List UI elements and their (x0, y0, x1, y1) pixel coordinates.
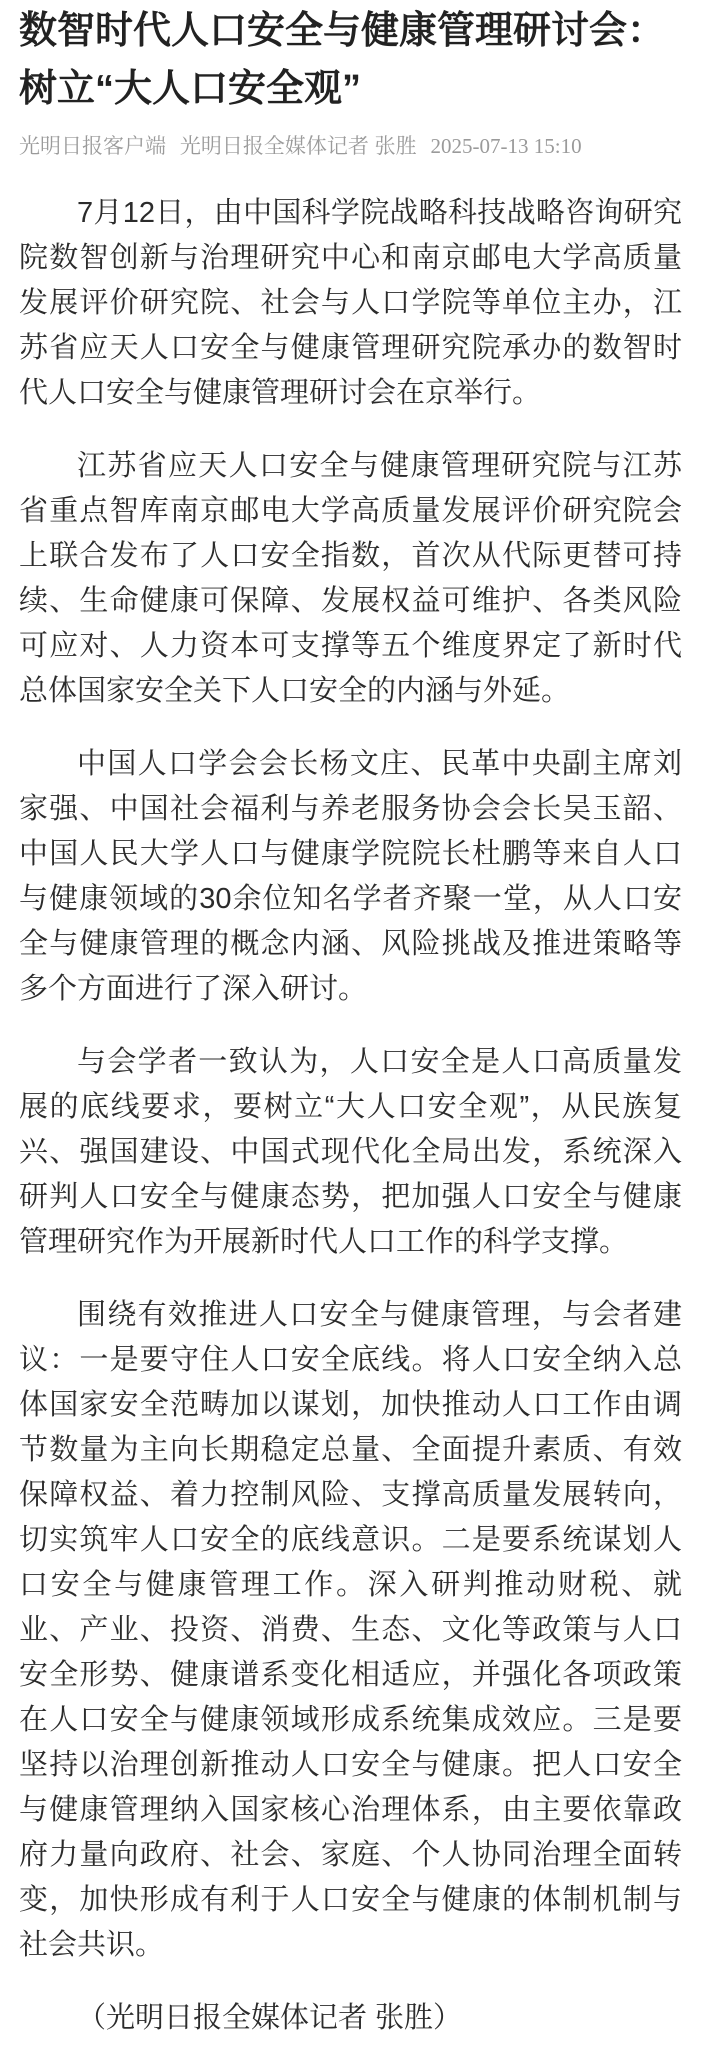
article-paragraph: 与会学者一致认为，人口安全是人口高质量发展的底线要求，要树立“大人口安全观”，从民族复兴、强国建设、中国式现代化全局出发，系统深入研判人口安全与健康态势，把加强人口安全与健康管理研究作为开展新时代人口工作的科学支撑。 (19, 1046, 682, 1258)
article-paragraph: 围绕有效推进人口安全与健康管理，与会者建议：一是要守住人口安全底线。将人口安全纳入总体国家安全范畴加以谋划，加快推动人口工作由调节数量为主向长期稳定总量、全面提升素质、有效保障权益、着力控制风险、支撑高质量发展转向，切实筑牢人口安全的底线意识。二是要系统谋划人口安全与健康管理工作。深入研判推动财税、就业、产业、投资、消费、生态、文化等政策与人口安全形势、健康谱系变化相适应，并强化各项政策在人口安全与健康领域形成系统集成效应。三是要坚持以治理创新推动人口安全与健康。把人口安全与健康管理纳入国家核心治理体系，由主要依靠政府力量向政府、社会、家庭、个人协同治理全面转变，加快形成有利于人口安全与健康的体制机制与社会共识。 (19, 1299, 682, 1961)
article-title: 数智时代人口安全与健康管理研讨会：树立“大人口安全观” (19, 10, 666, 110)
article-meta (19, 132, 682, 161)
article-paragraph: 7月12日，由中国科学院战略科技战略咨询研究院数智创新与治理研究中心和南京邮电大学高质量发展评价研究院、社会与人口学院等单位主办，江苏省应天人口安全与健康管理研究院承办的数智时代人口安全与健康管理研讨会在京举行。 (19, 197, 682, 409)
article-paragraph: 中国人口学会会长杨文庄、民革中央副主席刘家强、中国社会福利与养老服务协会会长吴玉韶、中国人民大学人口与健康学院院长杜鹏等来自人口与健康领域的30余位知名学者齐聚一堂，从人口安全与健康管理的概念内涵、风险挑战及推进策略等多个方面进行了深入研讨。 (19, 748, 682, 1005)
meta-source: 光明日报客户端 (19, 135, 166, 158)
meta-timestamp: 2025-07-13 15:10 (430, 134, 582, 158)
article-body (19, 191, 682, 2041)
article-paragraph: 江苏省应天人口安全与健康管理研究院与江苏省重点智库南京邮电大学高质量发展评价研究院会上联合发布了人口安全指数，首次从代际更替可持续、生命健康可保障、发展权益可维护、各类风险可应对、人力资本可支撑等五个维度界定了新时代总体国家安全关下人口安全的内涵与外延。 (19, 450, 682, 707)
meta-reporter: 光明日报全媒体记者 张胜 (179, 135, 417, 158)
article-byline: （光明日报全媒体记者 张胜） (77, 2002, 463, 2034)
